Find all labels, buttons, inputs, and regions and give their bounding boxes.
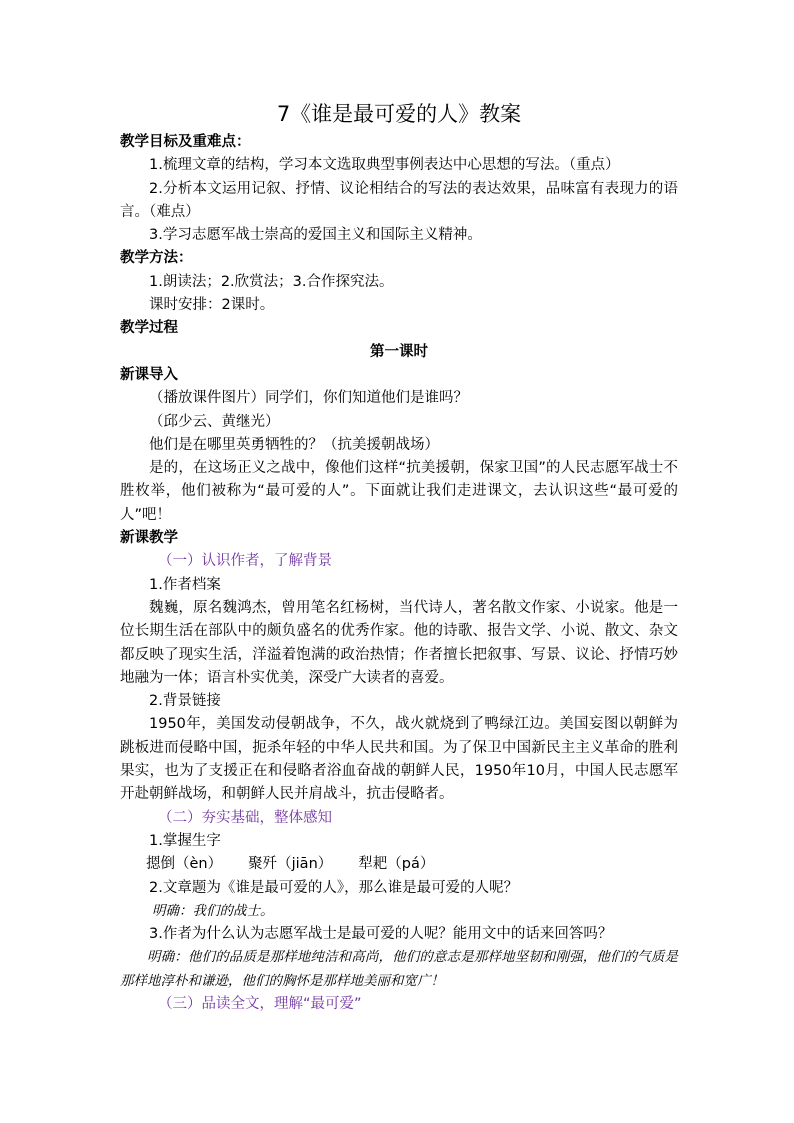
background-label: 2.背景链接 (149, 693, 221, 710)
answer-3: 明确：他们的品质是那样地纯洁和高尚，他们的意志是那样地坚韧和刚强，他们的气质是那样地淳朴和谦逊，他们的胸怀是那样地美丽和宽广！ (120, 949, 678, 989)
chars-list (120, 853, 678, 876)
document-content (120, 98, 678, 1016)
class-hours: 课时安排：2课时。 (149, 297, 275, 314)
intro-heading: 新课导入 (120, 366, 178, 383)
chars-label: 1.掌握生字 (149, 832, 221, 849)
section-heading-1: （一）认识作者，了解背景 (158, 553, 332, 570)
section-heading-2: （二）夯实基础，整体感知 (158, 809, 332, 826)
author-label: 1.作者档案 (149, 576, 221, 593)
methods-list: 1.朗读法；2.欣赏法；3.合作探究法。 (149, 273, 394, 290)
question-2: 2.文章题为《谁是最可爱的人》，那么谁是最可爱的人呢？ (149, 879, 519, 896)
objective-item-3: 3.学习志愿军战士崇高的爱国主义和国际主义精神。 (149, 227, 482, 244)
objective-item-1: 1.梳理文章的结构，学习本文选取典型事例表达中心思想的写法。（重点） (149, 157, 620, 174)
answer-2: 明确：我们的战士。 (152, 902, 274, 919)
lesson-heading: 第一课时 (370, 343, 428, 360)
objectives-heading: 教学目标及重难点： (120, 134, 251, 150)
section-heading-3: （三）品读全文，理解“最可爱” (158, 995, 362, 1012)
author-paragraph: 魏巍，原名魏鸿杰，曾用笔名红杨树，当代诗人，著名散文作家、小说家。他是一位长期生活在部队中的颇负盛名的优秀作家。他的诗歌、报告文学、小说、散文、杂文都反映了现实生活，洋溢着饱满的政治热情；作者擅长把叙事、写景、议论、抒情巧妙地融为一体；语言朴实优美，深受广大读者的喜爱。 (120, 599, 678, 686)
background-paragraph: 1950年，美国发动侵朝战争，不久，战火就烧到了鸭绿江边。美国妄图以朝鲜为跳板进而侵略中国，扼杀年轻的中华人民共和国。为了保卫中国新民主主义革命的胜利果实，也为了支援正在和侵略者浴血奋战的朝鲜人民，1950年10月，中国人民志愿军开赴朝鲜战场，和朝鲜人民并肩战斗，抗击侵略者。 (120, 716, 678, 803)
teaching-heading: 新课教学 (120, 530, 178, 547)
methods-heading: 教学方法： (120, 250, 193, 267)
intro-line-3: 他们是在哪里英勇牺牲的？（抗美援朝战场） (149, 436, 439, 453)
question-3: 3.作者为什么认为志愿军战士是最可爱的人呢？能用文中的话来回答吗？ (149, 926, 613, 943)
intro-line-1: （播放课件图片）同学们，你们知道他们是谁吗？ (149, 390, 468, 407)
char-item: 摁倒（èn） (146, 856, 223, 873)
intro-paragraph: 是的，在这场正义之战中，像他们这样“抗美援朝，保家卫国”的人民志愿军战士不胜枚举，他们被称为“最可爱的人”。下面就让我们走进课文，去认识这些“最可爱的人”吧！ (120, 460, 678, 523)
process-heading: 教学过程 (120, 320, 178, 337)
objective-item-2: 2.分析本文运用记叙、抒情、议论相结合的写法的表达效果，品味富有表现力的语言。（难点） (120, 180, 678, 220)
char-item: 犁耙（pá） (358, 856, 435, 873)
page-title: 7《谁是最可爱的人》教案 (276, 102, 522, 126)
intro-line-2: （邱少云、黄继光） (149, 413, 280, 430)
char-item: 聚歼（jiān） (248, 856, 333, 873)
